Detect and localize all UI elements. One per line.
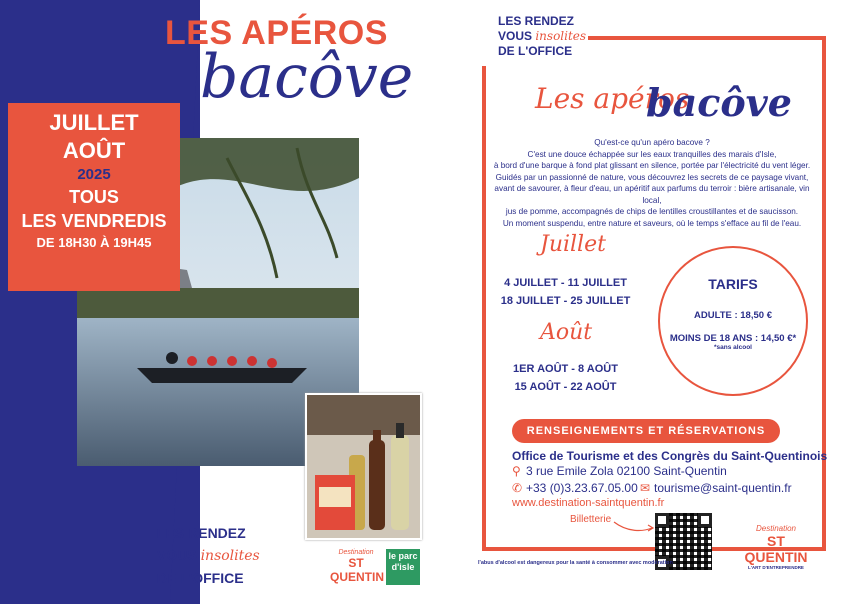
tarifs-circle (658, 246, 808, 396)
desc-line: C'est une douce échappée sur les eaux tranquilles des marais d'Isle, (527, 149, 777, 159)
date-vendredis: LES VENDREDIS (21, 211, 167, 231)
email-line[interactable] (640, 481, 792, 495)
office-name: Office de Tourisme et des Congrès du Saint-Quentinois (512, 449, 828, 463)
address-text: 3 rue Emile Zola 02100 Saint-Quentin (526, 464, 727, 478)
desc-line: Qu'est-ce qu'un apéro bacove ? (594, 138, 710, 147)
phone-text: +33 (0)3.23.67.05.00 (526, 481, 638, 495)
location-pin-icon: ⚲ (512, 464, 521, 478)
logo-left-name: ST QUENTIN (330, 556, 384, 584)
desc-line: Guidés par un passionné de nature, vous découvrez les secrets de ce paysage vivant, (495, 172, 809, 182)
aout-date-1: 1ER AOÛT - 8 AOÛT (513, 363, 618, 375)
date-juillet: JUILLET (49, 110, 139, 135)
left-footer-insolites: insolites (200, 548, 260, 564)
right-header-l1: LES RENDEZ (498, 14, 575, 28)
billetterie-label: Billetterie (570, 514, 612, 525)
right-title-a: Les apéros (535, 82, 690, 115)
description (492, 137, 812, 229)
left-footer-l3: DE L'OFFICE (157, 570, 244, 586)
tarifs-title: TARIFS (708, 276, 758, 292)
juillet-date-1: 4 JUILLET - 11 JUILLET (504, 277, 627, 289)
aout-dates (498, 360, 633, 396)
products-photo (305, 393, 422, 540)
right-header-l2a: VOUS (498, 29, 536, 43)
desc-line: jus de pomme, accompagnés de chips de lentilles croustillantes et de saucisson. (505, 207, 799, 216)
juillet-date-2: 18 JUILLET - 25 JUILLET (500, 295, 631, 307)
left-footer-l1: LES RENDEZ (157, 525, 246, 541)
month-juillet: Juillet (540, 232, 606, 257)
left-footer-l2a: VOUS (157, 547, 201, 563)
st-quentin-logo-right (740, 524, 812, 570)
date-year: 2025 (77, 166, 111, 183)
date-tous: TOUS (69, 187, 119, 207)
tarif-moins-18: MOINS DE 18 ANS : 14,50 €* (669, 333, 797, 344)
month-aout: Août (540, 320, 593, 345)
juillet-dates (498, 274, 633, 310)
logo-right-name: ST QUENTIN (744, 533, 808, 565)
parc-isle-logo: le parc d'isle (386, 549, 420, 585)
mail-icon: ✉ (640, 481, 651, 495)
right-header-rdv (498, 14, 586, 59)
logo-left-destination: Destination (338, 549, 374, 556)
tarif-note: *sans alcool (714, 344, 752, 351)
logo-right-destination: Destination (755, 524, 797, 533)
right-header-l3: DE L'OFFICE (498, 44, 573, 58)
phone-line[interactable] (512, 481, 638, 495)
desc-line: à bord d'une barque à fond plat glissant en silence, portée par l'électricité du vent léger. (493, 161, 811, 170)
left-title-top: LES APÉROS (165, 14, 388, 52)
phone-icon: ✆ (512, 481, 523, 495)
tarif-adulte: ADULTE : 18,50 € (694, 310, 772, 321)
arrow-icon (612, 520, 656, 534)
left-title-bottom: bacôve (200, 42, 414, 112)
email-text: tourisme@saint-quentin.fr (654, 481, 792, 495)
date-hours: DE 18H30 À 19H45 (36, 235, 152, 250)
desc-line: avant de savourer, à fleur d'eau, un apéritif aux parfums du terroir : bière artisanale, vin local, (494, 184, 810, 205)
right-header-insolites: insolites (535, 29, 587, 43)
renseignements-banner: RENSEIGNEMENTS ET RÉSERVATIONS (512, 419, 780, 443)
st-quentin-logo-left (330, 549, 382, 584)
logo-right-tagline: L'ART D'ENTREPRENDRE (748, 565, 804, 570)
date-aout: AOÛT (62, 138, 126, 163)
alcohol-disclaimer: l'abus d'alcool est dangereux pour la santé à consommer avec modération (478, 560, 673, 566)
address-line (512, 464, 727, 478)
website-link[interactable]: www.destination-saintquentin.fr (512, 497, 665, 509)
left-footer-rdv (157, 522, 260, 589)
desc-line: Un moment suspendu, entre nature et saveurs, où le temps s'efface au fil de l'eau. (502, 218, 802, 228)
right-title-b: bacôve (646, 80, 792, 125)
date-box (8, 103, 180, 291)
aout-date-2: 15 AOÛT - 22 AOÛT (514, 381, 617, 393)
